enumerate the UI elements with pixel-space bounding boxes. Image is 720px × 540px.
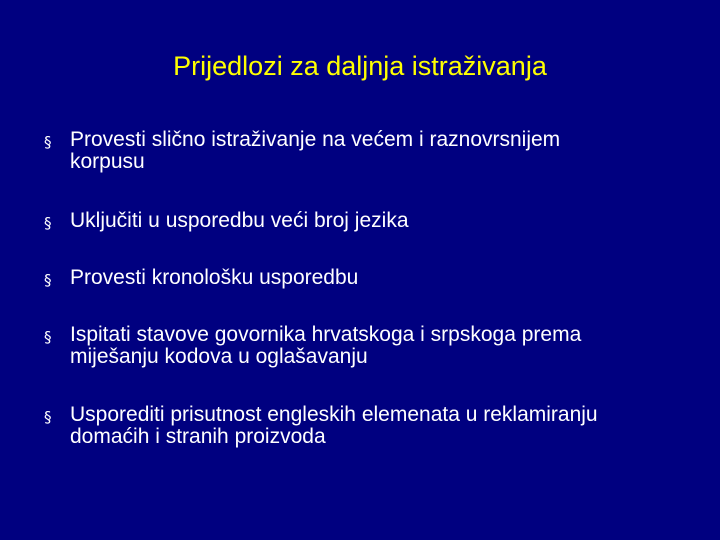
bullet-item — [44, 129, 690, 173]
bullet-item — [44, 267, 690, 291]
slide-title: Prijedlozi za daljnja istraživanja — [173, 51, 547, 81]
bullet-marker-icon: § — [44, 328, 52, 346]
bullet-marker-icon: § — [44, 408, 52, 426]
bullet-marker-icon: § — [44, 133, 52, 151]
bullet-text: Provesti slično istraživanje na većem i raznovrsnijem korpusu — [70, 128, 561, 173]
bullet-text: Uključiti u usporedbu veći broj jezika — [70, 209, 409, 232]
bullet-text: Usporediti prisutnost engleskih elemenata u reklamiranju domaćih i stranih proizvoda — [70, 403, 598, 448]
bullet-marker-icon: § — [44, 214, 52, 232]
bullet-text: Ispitati stavove govornika hrvatskoga i srpskoga prema miješanju kodova u oglašavanju — [70, 323, 582, 368]
bullet-item — [44, 404, 690, 448]
bullet-item — [44, 210, 690, 234]
bullet-marker-icon: § — [44, 271, 52, 289]
bullet-item — [44, 324, 690, 368]
bullet-text: Provesti kronološku usporedbu — [70, 266, 359, 289]
